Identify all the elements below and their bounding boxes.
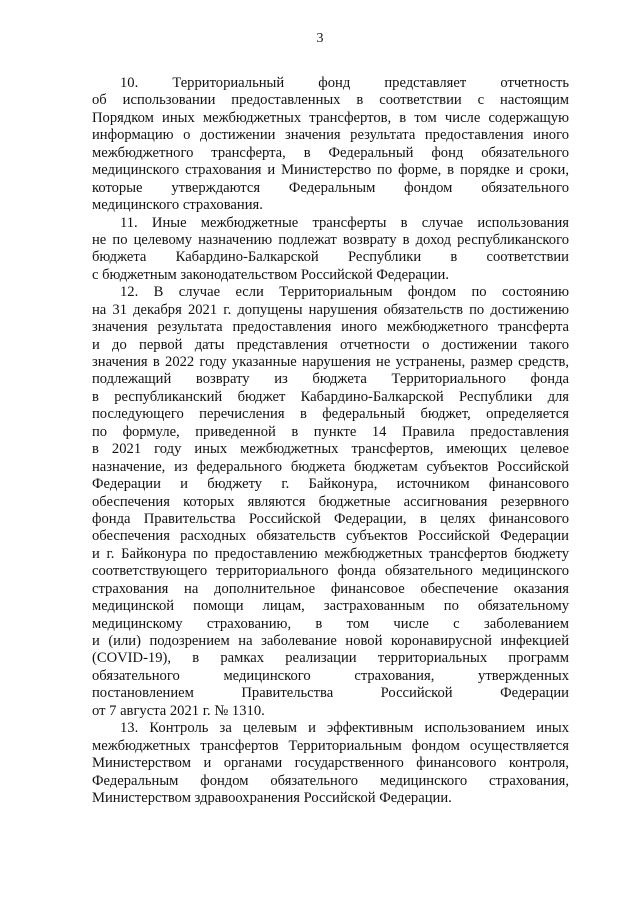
page-number: 3 <box>316 31 324 46</box>
paragraph-13 <box>92 720 569 807</box>
text-line: значения в 2022 году указанные нарушения не устранены, размер средств, <box>92 354 569 370</box>
text-line: (COVID-19), в рамках реализации территориальных программ <box>92 650 569 667</box>
text-line: которые утверждаются Федеральным фондом обязательного <box>92 179 569 196</box>
text-line: Порядком иных межбюджетных трансфертов, в том числе содержащую <box>92 109 569 126</box>
text-line: об использовании предоставленных в соответствии с настоящим <box>92 92 569 109</box>
text-line: информацию о достижении значения результата предоставления иного <box>92 127 569 144</box>
text-line: на 31 декабря 2021 г. допущены нарушения обязательств по достижению <box>92 301 569 318</box>
text-line: обеспечения расходных обязательств субъектов Российской Федерации <box>92 528 569 545</box>
text-line: и до первой даты представления отчетности о достижении такого <box>92 336 569 353</box>
paragraph-11 <box>92 215 569 285</box>
document-body <box>92 75 569 807</box>
text-line: 10. Территориальный фонд представляет отчетность <box>120 75 569 91</box>
text-line: назначение, из федерального бюджета бюджетам субъектов Российской <box>92 458 569 475</box>
text-line: фонда Правительства Российской Федерации, в целях финансового <box>92 510 569 527</box>
text-line: медицинского страхования. <box>92 197 263 214</box>
text-line: с бюджетным законодательством Российской Федерации. <box>92 266 449 283</box>
text-line: и (или) подозрением на заболевание новой коронавирусной инфекцией <box>92 633 569 649</box>
text-line: медицинскому страхованию, в том числе с заболеванием <box>92 615 569 632</box>
text-line: 11. Иные межбюджетные трансферты в случае использования <box>120 214 569 231</box>
text-line: 13. Контроль за целевым и эффективным использованием иных <box>120 720 569 737</box>
text-line: обязательного медицинского страхования, утвержденных <box>92 667 569 684</box>
text-line: постановлением Правительства Российской Федерации <box>92 685 569 702</box>
text-line: Министерством и органами государственного финансового контроля, <box>92 755 569 772</box>
text-line: Федерации и бюджету г. Байконура, источником финансового <box>92 476 569 493</box>
text-line: не по целевому назначению подлежат возврату в доход республиканского <box>92 231 569 248</box>
text-line: обеспечения которых являются бюджетные ассигнования резервного <box>92 493 569 510</box>
text-line: бюджета Кабардино-Балкарской Республики в соответствии <box>92 249 569 266</box>
text-line: 12. В случае если Территориальным фондом по состоянию <box>120 284 569 301</box>
text-line: соответствующего территориального фонда обязательного медицинского <box>92 563 569 580</box>
text-line: Федеральным фондом обязательного медицинского страхования, <box>92 772 569 789</box>
text-line: подлежащий возврату из бюджета Территориального фонда <box>92 371 569 388</box>
text-line: от 7 августа 2021 г. № 1310. <box>92 702 265 719</box>
text-line: по формуле, приведенной в пункте 14 Правила предоставления <box>92 423 569 440</box>
text-line: страхования на дополнительное финансовое обеспечение оказания <box>92 580 569 597</box>
text-line: последующего перечисления в федеральный бюджет, определяется <box>92 406 569 423</box>
text-line: в 2021 году иных межбюджетных трансфертов, имеющих целевое <box>92 441 569 458</box>
text-line: Министерством здравоохранения Российской Федерации. <box>92 789 452 806</box>
text-line: значения результата предоставления иного межбюджетного трансферта <box>92 319 569 336</box>
text-line: и г. Байконура по предоставлению межбюджетных трансфертов бюджету <box>92 545 569 562</box>
text-line: межбюджетных трансфертов Территориальным фондом осуществляется <box>92 737 569 754</box>
paragraph-10 <box>92 75 569 215</box>
text-line: медицинской помощи лицам, застрахованным по обязательному <box>92 598 569 615</box>
text-line: межбюджетного трансферта, в Федеральный фонд обязательного <box>92 144 569 161</box>
text-line: медицинского страхования и Министерство по форме, в порядке и сроки, <box>92 162 569 179</box>
paragraph-12 <box>92 284 569 720</box>
text-line: в республиканский бюджет Кабардино-Балкарской Республики для <box>92 388 569 405</box>
